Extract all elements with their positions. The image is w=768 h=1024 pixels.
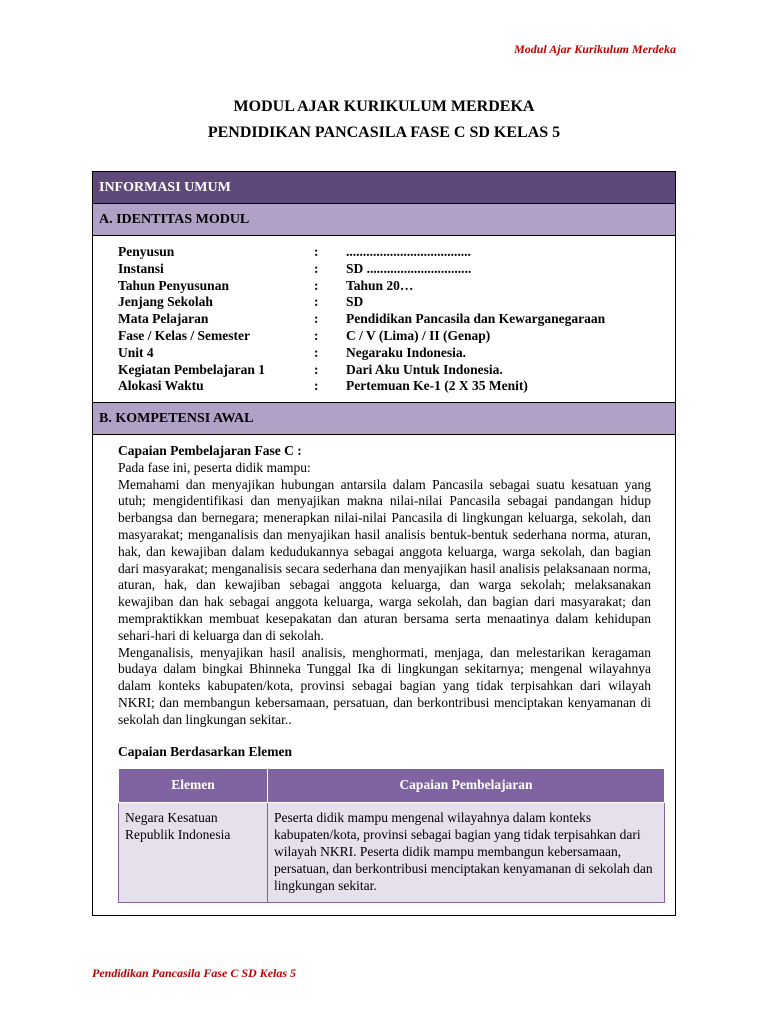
identity-value: Pendidikan Pancasila dan Kewarganegaraan [346, 311, 606, 327]
running-header: Modul Ajar Kurikulum Merdeka [514, 42, 676, 56]
section-informasi-umum: INFORMASI UMUM [93, 172, 675, 204]
cp-intro: Pada fase ini, peserta didik mampu: [118, 459, 311, 475]
document-title [0, 94, 768, 146]
cp-paragraph-1: Memahami dan menyajikan hubungan antarsila dalam Pancasila sebagai suatu kesatuan yang utuh; mengidentifikasi dan menyajikan makna nilai-nilai Pancasila sebagai pandangan hidup berbangsa dan bernegara; menerapkan nilai-nilai Pancasila di lingkungan keluarga, sekolah, dan masyarakat; menganalisis dan menyajikan hasil analisis bentuk-bentuk sederhana norma, aturan, hak, dan kewajiban dalam kedudukannya sebagai anggota keluarga, warga sekolah, dan bagian dari masyarakat; menganalisis secara sederhana dan menyajikan hasil analisis pelaksanaan norma, aturan, hak, dan kewajiban sebagai anggota keluarga, dan warga sekolah; melaksanakan kewajiban dan hak sebagai anggota keluarga, warga sekolah, dan bagian dari masyarakat; dan mempraktikkan membuat kesepakatan dan aturan bersama serta menaatinya dalam kehidupan sehari-hari di keluarga dan di sekolah. [118, 476, 651, 643]
running-footer: Pendidikan Pancasila Fase C SD Kelas 5 [92, 966, 297, 980]
identity-value: Negaraku Indonesia. [346, 344, 467, 360]
identity-key: Unit 4 [118, 344, 154, 360]
title-line-2: PENDIDIKAN PANCASILA FASE C SD KELAS 5 [207, 124, 561, 141]
identity-colon: : [314, 311, 319, 327]
identity-row [118, 362, 605, 379]
identity-row [118, 345, 605, 362]
identity-colon: : [314, 361, 319, 377]
identity-colon: : [314, 378, 319, 394]
cp-heading: Capaian Pembelajaran Fase C : [118, 443, 302, 458]
cp-paragraph-2: Menganalisis, menyajikan hasil analisis, menghormati, menjaga, dan melestarikan keragaman budaya dalam bingkai Bhinneka Tunggal Ika di lingkungan sekitarnya; mengenal wilayahnya dalam konteks kabupaten/kota, provinsi sebagai bagian yang tidak terpisahkan dari wilayah NKRI; dan membangun kebersamaan, persatuan, dan berkontribusi menciptakan kenyamanan di sekolah dan lingkungan sekitar.. [118, 644, 651, 727]
identity-row [118, 311, 605, 328]
identity-key: Fase / Kelas / Semester [118, 327, 250, 343]
identity-key: Mata Pelajaran [118, 311, 209, 327]
col-header-elemen: Elemen [119, 769, 268, 803]
elemen-heading: Capaian Berdasarkan Elemen [118, 743, 293, 759]
identity-value: SD [346, 294, 364, 310]
identity-row [118, 244, 605, 261]
cell-elemen: Negara Kesatuan Republik Indonesia [119, 803, 268, 903]
capaian-table [118, 768, 665, 903]
identity-colon: : [314, 277, 319, 293]
identity-value: Dari Aku Untuk Indonesia. [346, 361, 503, 377]
identity-value: Tahun 20… [346, 277, 414, 293]
identity-key: Penyusun [118, 244, 175, 259]
identity-key: Tahun Penyusunan [118, 277, 229, 293]
col-header-capaian: Capaian Pembelajaran [268, 769, 665, 803]
identity-value: Pertemuan Ke-1 (2 X 35 Menit) [346, 378, 528, 394]
identity-value: SD ............................... [346, 260, 472, 276]
title-line-1: MODUL AJAR KURIKULUM MERDEKA [233, 98, 535, 115]
identity-table [118, 244, 605, 395]
section-kompetensi-awal: B. KOMPETENSI AWAL [93, 403, 675, 435]
identity-row [118, 378, 605, 395]
identity-colon: : [314, 327, 319, 343]
identity-key: Kegiatan Pembelajaran 1 [118, 361, 265, 377]
kompetensi-block [93, 435, 675, 903]
identity-row [118, 328, 605, 345]
identity-row [118, 294, 605, 311]
identity-value: C / V (Lima) / II (Genap) [346, 327, 491, 343]
identity-key: Jenjang Sekolah [118, 294, 213, 310]
identity-colon: : [314, 294, 319, 310]
section-identitas-modul: A. IDENTITAS MODUL [93, 204, 675, 236]
identity-colon: : [314, 344, 319, 360]
identity-colon: : [314, 244, 319, 259]
identity-value: ..................................... [346, 244, 471, 259]
identity-key: Alokasi Waktu [118, 378, 204, 394]
module-frame [92, 171, 676, 916]
table-row [119, 803, 665, 903]
identity-row [118, 278, 605, 295]
identity-colon: : [314, 260, 319, 276]
identity-row [118, 261, 605, 278]
identity-key: Instansi [118, 260, 164, 276]
cell-capaian: Peserta didik mampu mengenal wilayahnya dalam konteks kabupaten/kota, provinsi sebagai bagian yang tidak terpisahkan dari wilayah NKRI. Peserta didik mampu membangun kebersamaan, persatuan, dan berkontribusi menciptakan kenyamanan di sekolah dan lingkungan sekitar. [268, 803, 665, 903]
identity-block [93, 236, 675, 403]
